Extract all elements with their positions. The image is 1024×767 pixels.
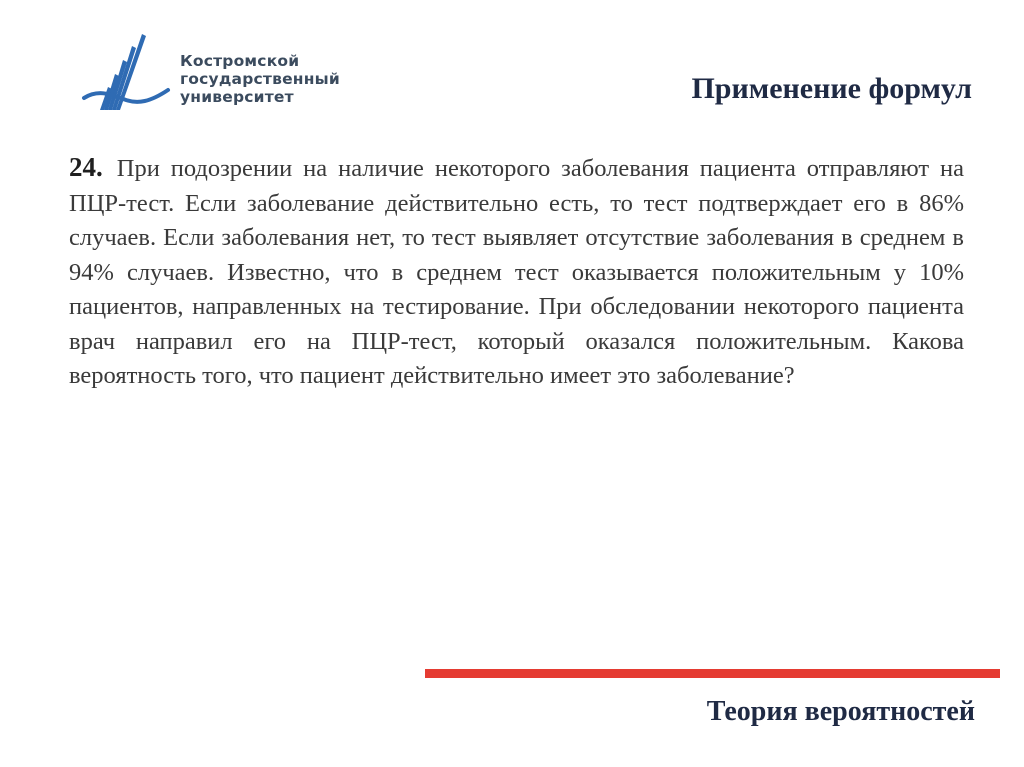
problem-text: При подозрении на наличие некоторого заболевания пациента отправляют на ПЦР-тест. Если заболевание действительно есть, то тест подтверждает его в 86% случаев. Если заболевания нет, то тест выявляет отсутствие заболевания в среднем в 94% случаев. Известно, что в среднем тест оказывается положительным у 10% пациентов, направленных на тестирование. При обследовании некоторого пациента врач направил его на ПЦР-тест, который оказался положительным. Какова вероятность того, что пациент действительно имеет это заболевание?: [69, 155, 964, 389]
slide-title: Применение формул: [691, 72, 972, 105]
university-logo-icon: [80, 32, 175, 114]
university-name-line-3: университет: [180, 88, 294, 106]
university-name-line-2: государственный: [180, 70, 340, 88]
university-name-line-1: Костромской: [180, 52, 300, 70]
university-name: [180, 52, 340, 106]
problem-statement: [69, 150, 964, 394]
problem-number: 24.: [69, 152, 103, 182]
footer-course-title: Теория вероятностей: [706, 696, 975, 727]
footer-divider: [425, 669, 1000, 678]
university-logo: [80, 32, 360, 122]
